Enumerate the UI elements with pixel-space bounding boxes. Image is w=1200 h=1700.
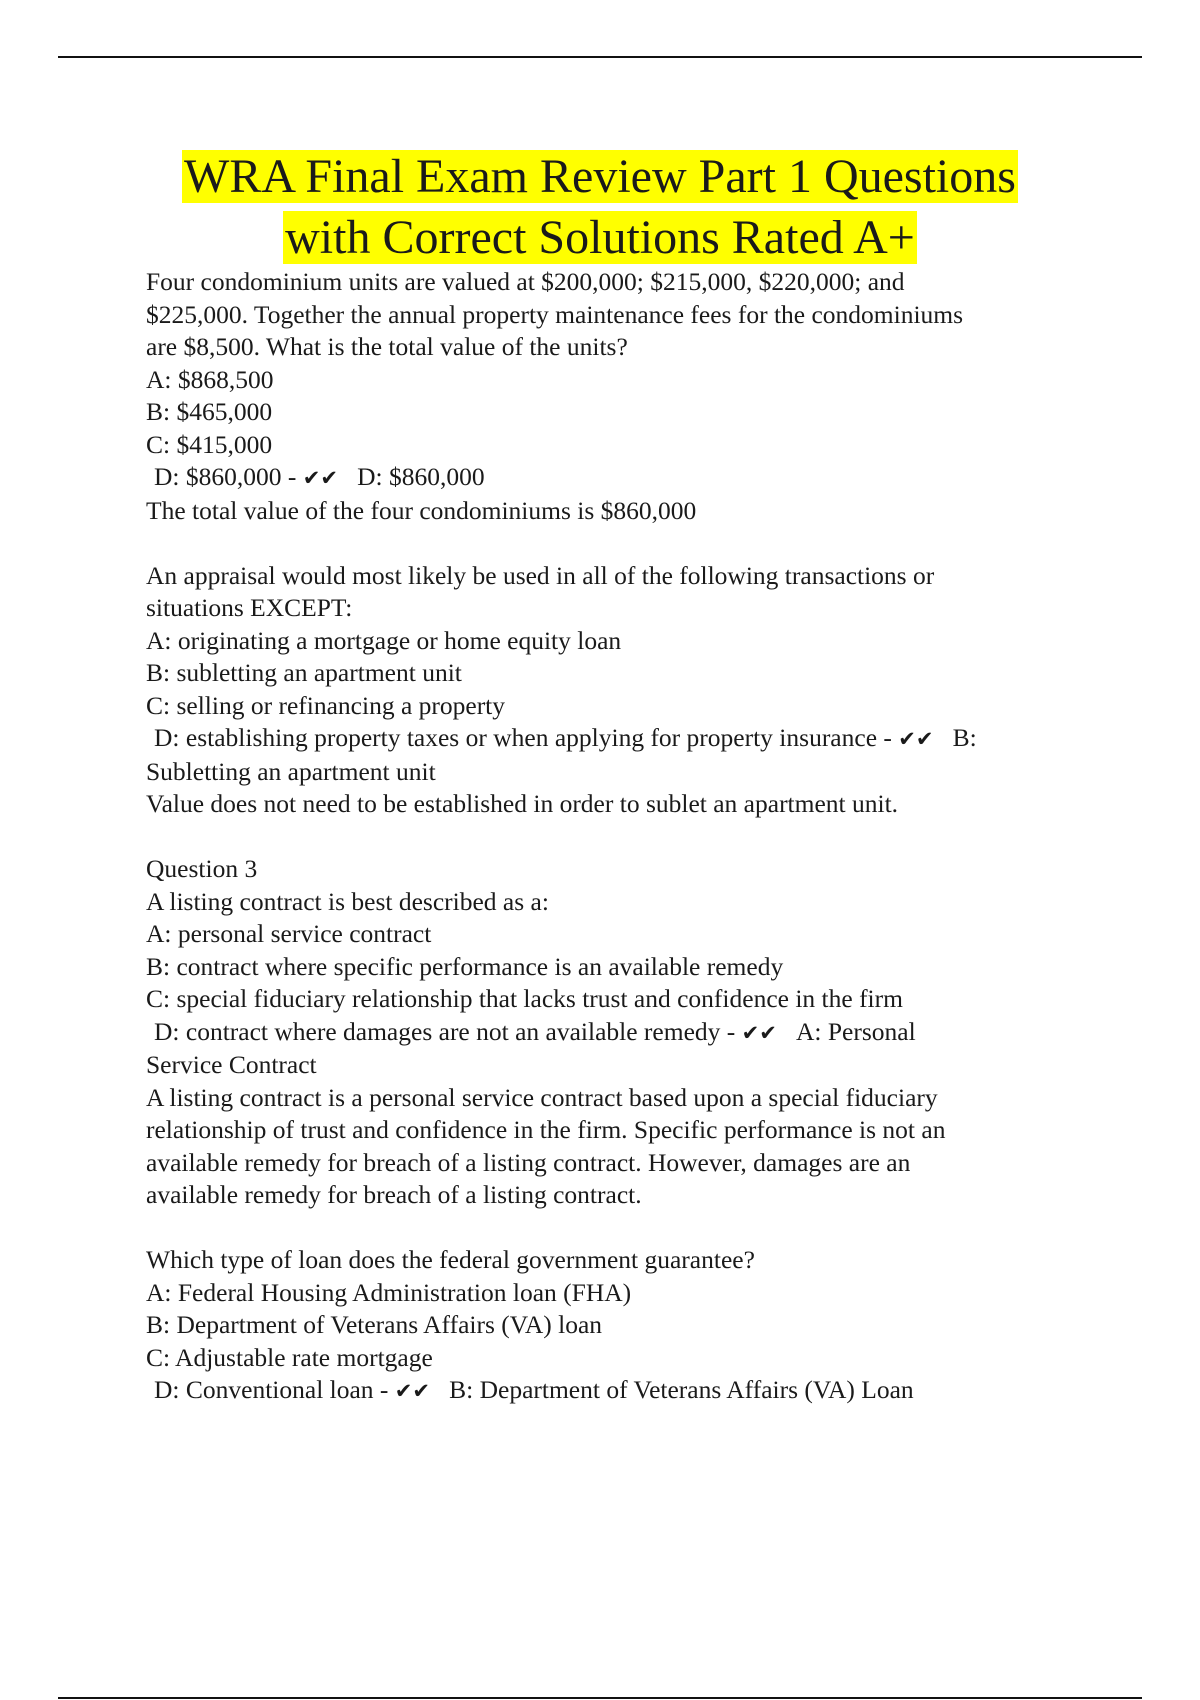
q4-option-b: B: Department of Veterans Affairs (VA) loan — [146, 1310, 603, 1339]
q3-explanation-line-2: relationship of trust and confidence in the firm. Specific performance is not an — [146, 1115, 946, 1144]
q1-option-a: A: $868,500 — [146, 364, 274, 394]
checkmark-icon: ✔✔ — [898, 727, 934, 751]
question-1 — [146, 266, 1086, 527]
checkmark-icon: ✔✔ — [302, 466, 338, 490]
q3-answer-rest: Service Contract — [146, 1050, 317, 1079]
checkmark-icon: ✔✔ — [741, 1020, 777, 1045]
q1-option-d-line — [146, 461, 1086, 495]
title-line-2: with Correct Solutions Rated A+ — [285, 211, 915, 264]
q4-option-d: D: Conventional loan - — [154, 1375, 395, 1404]
q4-stem: Which type of loan does the federal government guarantee? — [146, 1245, 755, 1274]
q3-explanation-line-4: available remedy for breach of a listing contract. — [146, 1180, 642, 1209]
q2-stem-line-2: situations EXCEPT: — [146, 593, 353, 622]
q2-option-b: B: subletting an apartment unit — [146, 658, 462, 687]
q3-option-b: B: contract where specific performance is an available remedy — [146, 951, 784, 981]
q1-stem-line-1: Four condominium units are valued at $200,000; $215,000, $220,000; and — [146, 267, 905, 296]
q1-option-c: C: $415,000 — [146, 429, 273, 459]
q1-option-b: B: $465,000 — [146, 397, 273, 426]
q3-option-c: C: special fiduciary relationship that lacks trust and confidence in the firm — [146, 984, 903, 1013]
q4-option-d-line — [146, 1374, 1086, 1408]
q3-label: Question 3 — [146, 854, 258, 883]
q1-stem-line-3: are $8,500. What is the total value of the units? — [146, 332, 628, 361]
q2-option-d: D: establishing property taxes or when applying for property insurance - — [154, 723, 899, 752]
q3-stem: A listing contract is best described as a: — [146, 886, 549, 916]
question-3 — [146, 853, 1086, 1212]
footer-rule — [58, 1697, 1142, 1699]
q3-option-a: A: personal service contract — [146, 919, 432, 948]
q3-explanation-line-3: available remedy for breach of a listing contract. However, damages are an — [146, 1147, 911, 1177]
q4-answer: B: Department of Veterans Affairs (VA) Loan — [449, 1375, 914, 1404]
q1-answer: D: $860,000 — [357, 462, 485, 491]
question-4 — [146, 1244, 1086, 1408]
q3-answer-start: A: Personal — [795, 1016, 916, 1046]
title-line-1: WRA Final Exam Review Part 1 Questions — [184, 150, 1016, 203]
q1-explanation: The total value of the four condominiums is $860,000 — [146, 495, 697, 525]
q2-stem-line-1: An appraisal would most likely be used in all of the following transactions or — [146, 560, 935, 590]
checkmark-icon: ✔✔ — [394, 1379, 430, 1403]
document-body — [146, 266, 1086, 1408]
question-2 — [146, 560, 1086, 821]
q1-option-d: D: $860,000 - — [154, 462, 303, 491]
q3-explanation-line-1: A listing contract is a personal service contract based upon a special fiduciary — [146, 1082, 938, 1112]
q1-stem-line-2: $225,000. Together the annual property maintenance fees for the condominiums — [146, 299, 964, 329]
q4-option-c: C: Adjustable rate mortgage — [146, 1342, 433, 1372]
q2-option-a: A: originating a mortgage or home equity loan — [146, 625, 622, 655]
q3-option-d: D: contract where damages are not an available remedy - — [154, 1016, 742, 1046]
q4-option-a: A: Federal Housing Administration loan (FHA) — [146, 1277, 632, 1307]
q2-explanation: Value does not need to be established in order to sublet an apartment unit. — [146, 789, 899, 818]
q2-answer-rest: Subletting an apartment unit — [146, 756, 436, 786]
q3-option-d-line — [146, 1016, 1086, 1050]
q2-answer-start: B: — [952, 723, 977, 752]
document-title — [0, 146, 1200, 268]
q2-option-c: C: selling or refinancing a property — [146, 690, 506, 720]
q2-option-d-line — [146, 722, 1086, 756]
header-rule — [58, 56, 1142, 58]
